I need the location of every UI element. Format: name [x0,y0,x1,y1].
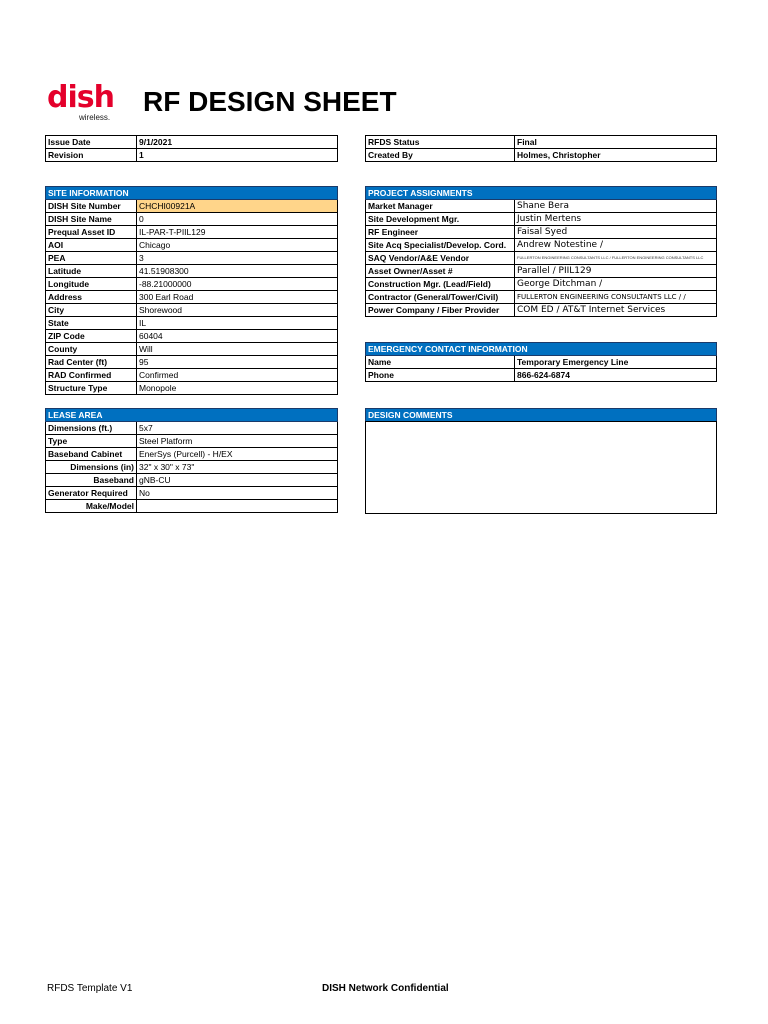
rad-confirmed-label: RAD Confirmed [46,369,137,382]
emergency-name-label: Name [366,356,515,369]
site-number-value: CHCHI00921A [137,200,338,213]
site-dev-mgr-value: Justin Mertens [515,213,717,226]
pea-value: 3 [137,252,338,265]
footer-template-version: RFDS Template V1 [47,983,133,994]
table-row [46,278,338,291]
cabinet-dimensions-label: Dimensions (in) [46,461,137,474]
contractor-label: Contractor (General/Tower/Civil) [366,291,515,304]
logo-wordmark: dish [47,80,114,115]
table-row [46,448,338,461]
site-information-table [45,186,338,395]
design-comments-body [365,421,717,514]
table-row [366,149,717,162]
design-comments-header: DESIGN COMMENTS [366,409,717,422]
table-row [366,369,717,382]
latitude-value: 41.51908300 [137,265,338,278]
baseband-label: Baseband [46,474,137,487]
aoi-label: AOI [46,239,137,252]
zip-value: 60404 [137,330,338,343]
table-row [46,343,338,356]
structure-type-value: Monopole [137,382,338,395]
city-label: City [46,304,137,317]
table-row [366,136,717,149]
zip-label: ZIP Code [46,330,137,343]
revision-label: Revision [46,149,137,162]
emergency-contact-header: EMERGENCY CONTACT INFORMATION [366,343,717,356]
asset-owner-value: Parallel / PIIL129 [515,265,717,278]
status-table [365,135,717,162]
table-row [366,356,717,369]
lease-dimensions-value: 5x7 [137,422,338,435]
market-manager-label: Market Manager [366,200,515,213]
lease-type-label: Type [46,435,137,448]
logo-subtext: wireless. [79,113,111,122]
created-by-value: Holmes, Christopher [515,149,717,162]
rad-center-label: Rad Center (ft) [46,356,137,369]
longitude-value: -88.21000000 [137,278,338,291]
emergency-name-value: Temporary Emergency Line [515,356,717,369]
page-title: RF DESIGN SHEET [143,86,397,117]
created-by-label: Created By [366,149,515,162]
project-assignments-table [365,186,717,317]
table-row [46,317,338,330]
power-company-value: COM ED / AT&T Internet Services [515,304,717,317]
lease-area-table [45,408,338,513]
table-row [366,226,717,239]
address-label: Address [46,291,137,304]
table-row [46,461,338,474]
table-row [366,278,717,291]
city-value: Shorewood [137,304,338,317]
issue-table [45,135,338,162]
table-row [46,369,338,382]
table-row [46,252,338,265]
table-row [366,291,717,304]
issue-date-label: Issue Date [46,136,137,149]
rfds-status-label: RFDS Status [366,136,515,149]
emergency-phone-label: Phone [366,369,515,382]
construction-mgr-label: Construction Mgr. (Lead/Field) [366,278,515,291]
baseband-cabinet-label: Baseband Cabinet [46,448,137,461]
project-assignments-header: PROJECT ASSIGNMENTS [366,187,717,200]
table-row [46,226,338,239]
county-value: Will [137,343,338,356]
table-row [366,265,717,278]
table-row [46,304,338,317]
table-row [46,239,338,252]
longitude-label: Longitude [46,278,137,291]
baseband-value: gNB-CU [137,474,338,487]
table-row [46,213,338,226]
generator-required-label: Generator Required [46,487,137,500]
table-row [366,304,717,317]
make-model-value [137,500,338,513]
table-row [46,487,338,500]
table-row [366,252,717,265]
revision-value: 1 [137,149,338,162]
aoi-value: Chicago [137,239,338,252]
rad-confirmed-value: Confirmed [137,369,338,382]
county-label: County [46,343,137,356]
power-company-label: Power Company / Fiber Provider [366,304,515,317]
table-row [46,200,338,213]
rf-engineer-value: Faisal Syed [515,226,717,239]
table-row [46,291,338,304]
table-row [366,239,717,252]
saq-vendor-value: FULLERTON ENGINEERING CONSULTANTS LLC / FULLERTON ENGINEERING CONSULTANTS LLC [515,252,717,265]
table-row [46,136,338,149]
table-row [46,382,338,395]
rf-engineer-label: RF Engineer [366,226,515,239]
emergency-phone-value: 866-624-6874 [515,369,717,382]
emergency-contact-table [365,342,717,382]
table-row [46,500,338,513]
market-manager-value: Shane Bera [515,200,717,213]
make-model-label: Make/Model [46,500,137,513]
generator-required-value: No [137,487,338,500]
site-name-label: DISH Site Name [46,213,137,226]
structure-type-label: Structure Type [46,382,137,395]
design-comments-table [365,408,717,422]
table-row [46,356,338,369]
address-value: 300 Earl Road [137,291,338,304]
issue-date-value: 9/1/2021 [137,136,338,149]
site-acq-label: Site Acq Specialist/Develop. Cord. [366,239,515,252]
table-row [366,200,717,213]
table-row [46,330,338,343]
asset-owner-label: Asset Owner/Asset # [366,265,515,278]
construction-mgr-value: George Ditchman / [515,278,717,291]
dish-wireless-logo [47,80,127,124]
latitude-label: Latitude [46,265,137,278]
table-row [46,149,338,162]
table-row [46,265,338,278]
pea-label: PEA [46,252,137,265]
site-dev-mgr-label: Site Development Mgr. [366,213,515,226]
cabinet-dimensions-value: 32" x 30" x 73" [137,461,338,474]
lease-type-value: Steel Platform [137,435,338,448]
state-value: IL [137,317,338,330]
saq-vendor-label: SAQ Vendor/A&E Vendor [366,252,515,265]
site-acq-value: Andrew Notestine / [515,239,717,252]
table-row [46,422,338,435]
site-number-label: DISH Site Number [46,200,137,213]
prequal-asset-value: IL-PAR-T-PIIL129 [137,226,338,239]
site-information-header: SITE INFORMATION [46,187,338,200]
rfds-status-value: Final [515,136,717,149]
table-row [46,474,338,487]
table-row [46,435,338,448]
footer-confidential: DISH Network Confidential [322,983,449,994]
contractor-value: FULLERTON ENGINEERING CONSULTANTS LLC / / [515,291,717,304]
prequal-asset-label: Prequal Asset ID [46,226,137,239]
lease-area-header: LEASE AREA [46,409,338,422]
rad-center-value: 95 [137,356,338,369]
table-row [366,213,717,226]
site-name-value: 0 [137,213,338,226]
state-label: State [46,317,137,330]
baseband-cabinet-value: EnerSys (Purcell) - H/EX [137,448,338,461]
lease-dimensions-label: Dimensions (ft.) [46,422,137,435]
